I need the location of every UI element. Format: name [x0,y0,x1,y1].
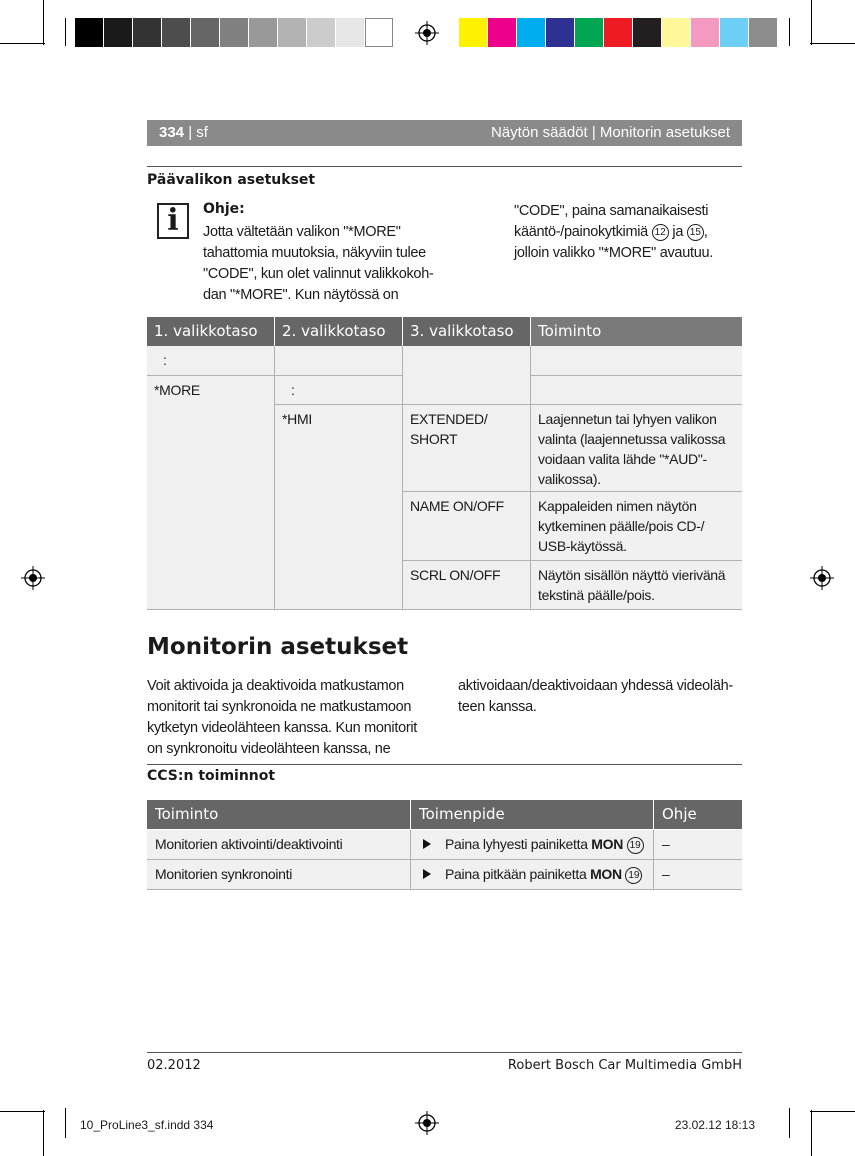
color-swatch [133,18,161,47]
table-grid-line [275,375,402,376]
key-19-icon: 19 [627,837,644,854]
color-swatch [336,18,364,47]
info-icon: i [157,203,189,239]
menu-cell-scrl-level3: SCRL ON/OFF [403,561,530,609]
color-swatch [517,18,545,47]
footer-date: 02.2012 [147,1058,201,1073]
print-slug-file: 10_ProLine3_sf.indd 334 [80,1118,214,1132]
section-title: Näytön säädöt | Monitorin asetukset [490,124,730,141]
menu-table-header-level3: 3. valikkotaso [403,317,530,346]
monitor-heading: Monitorin asetukset [147,634,409,660]
table-grid-line [410,830,411,889]
bullet-arrow-icon [423,869,431,879]
registration-mark-icon [415,21,439,45]
color-swatch [691,18,719,47]
color-swatch [488,18,516,47]
ccs-row1-function: Monitorien aktivointi/deaktivointi [147,830,410,859]
table-grid-line [531,375,742,376]
crop-mark-bottom-left-inner [65,1108,66,1138]
color-swatch [75,18,103,47]
table-grid-line [147,889,742,890]
menu-cell-r1-c2 [275,346,402,375]
registration-mark-icon [810,566,834,590]
ccs-header-action: Toimenpide [411,800,653,829]
color-swatch [749,18,777,47]
section-divider [147,764,742,765]
color-swatch [604,18,632,47]
menu-cell-extended-level3: EXTENDED/ SHORT [403,405,530,491]
menu-table-header-level1: 1. valikkotaso [147,317,274,346]
table-grid-line [653,830,654,889]
color-swatch [278,18,306,47]
note-text-col2: "CODE", paina samanaikaisesti kääntö-/painokytkimiä 12 ja 15 , jolloin valikko "*MORE" avautuu. [514,203,713,261]
section-divider [147,166,742,167]
color-swatch [720,18,748,47]
color-swatch [459,18,487,47]
crop-mark-top-right-v [811,0,812,45]
key-19-icon: 19 [625,867,642,884]
crop-mark-bottom-left-v [43,1110,44,1156]
ccs-heading: CCS:n toiminnot [147,768,276,784]
main-menu-heading: Päävalikon asetukset [147,172,316,188]
monitor-text-col2: aktivoidaan/deaktivoidaan yhdessä videoläh- teen kanssa. [458,678,733,715]
color-swatch [307,18,335,47]
color-swatch [104,18,132,47]
note-text-col1: Jotta vältetään valikon "*MORE" tahattomia muutoksia, näkyviin tulee "CODE", kun olet valinnut valikkokoh- dan "*MORE". Kun näytössä on [203,224,434,303]
menu-cell-more: *MORE [147,376,274,609]
page-number: 334 | sf [159,124,208,141]
color-swatch [365,18,393,47]
menu-cell-name-level3: NAME ON/OFF [403,492,530,560]
ccs-row2-function: Monitorien synkronointi [147,860,410,889]
print-slug-timestamp: 23.02.12 18:13 [674,1118,755,1132]
table-grid-line [403,560,742,561]
color-swatch [162,18,190,47]
crop-mark-bottom-right-h [810,1111,855,1112]
ccs-row2-action: Paina pitkään painiketta MON 19 [411,860,653,889]
menu-cell-extended-function: Laajennetun tai lyhyen valikon valinta (laajennetussa valikossa voidaan valita lähde "*AUD"-valikossa). [531,405,742,491]
color-swatch [546,18,574,47]
table-grid-line [275,404,742,405]
table-grid-line [403,491,742,492]
menu-cell-r1-c3 [403,346,530,404]
color-swatch [249,18,277,47]
color-swatch [220,18,248,47]
menu-table-header-function: Toiminto [531,317,742,346]
registration-mark-icon [21,566,45,590]
crop-mark-bottom-right-v [811,1110,812,1156]
crop-mark-top-left-h [0,43,45,44]
footer-company: Robert Bosch Car Multimedia GmbH [507,1058,742,1073]
table-grid-line [402,346,403,609]
menu-cell-name-function: Kappaleiden nimen näytön kytkeminen päälle/pois CD-/ USB-käytössä. [531,492,742,560]
menu-cell-r2-c4 [531,376,742,404]
crop-mark-top-right-h [810,43,855,44]
crop-mark-top-left-v [43,0,44,45]
bullet-arrow-icon [423,839,431,849]
ccs-row1-hint: – [654,830,742,859]
menu-cell-scrl-function: Näytön sisällön näyttö vierivänä tekstinä päälle/pois. [531,561,742,609]
ccs-row1-action: Paina lyhyesti painiketta MON 19 [411,830,653,859]
table-grid-line [530,346,531,609]
crop-mark-bottom-right-inner [789,1108,790,1138]
menu-cell-r2-c2: : [275,376,402,404]
color-swatch [662,18,690,47]
color-swatch [575,18,603,47]
crop-mark-left-v [65,18,66,46]
footer-divider [147,1052,742,1053]
color-swatch [633,18,661,47]
menu-table-header-level2: 2. valikkotaso [275,317,402,346]
registration-mark-icon [415,1111,439,1135]
table-grid-line [147,375,274,376]
mon-button-label: MON [590,866,622,882]
key-15-icon: 15 [687,224,704,241]
table-grid-line [147,609,742,610]
note-title: Ohje: [203,201,245,217]
key-12-icon: 12 [652,224,669,241]
menu-cell-r1-c4 [531,346,742,375]
crop-mark-right-v [789,18,790,46]
color-swatch [191,18,219,47]
ccs-header-function: Toiminto [147,800,410,829]
page-header [147,120,742,146]
mon-button-label: MON [591,836,624,852]
ccs-header-hint: Ohje [654,800,742,829]
ccs-row2-hint: – [654,860,742,889]
monitor-text-col1: Voit aktivoida ja deaktivoida matkustamon monitorit tai synkronoida ne matkustamoon kytketyn videolähteen kanssa. Kun monitorit on synkronoitu videolähteen kanssa, ne [147,678,418,757]
menu-cell-hmi: *HMI [275,405,402,609]
menu-cell-r1-c1: : [147,346,274,375]
crop-mark-bottom-left-h [0,1111,45,1112]
table-grid-line [274,346,275,609]
